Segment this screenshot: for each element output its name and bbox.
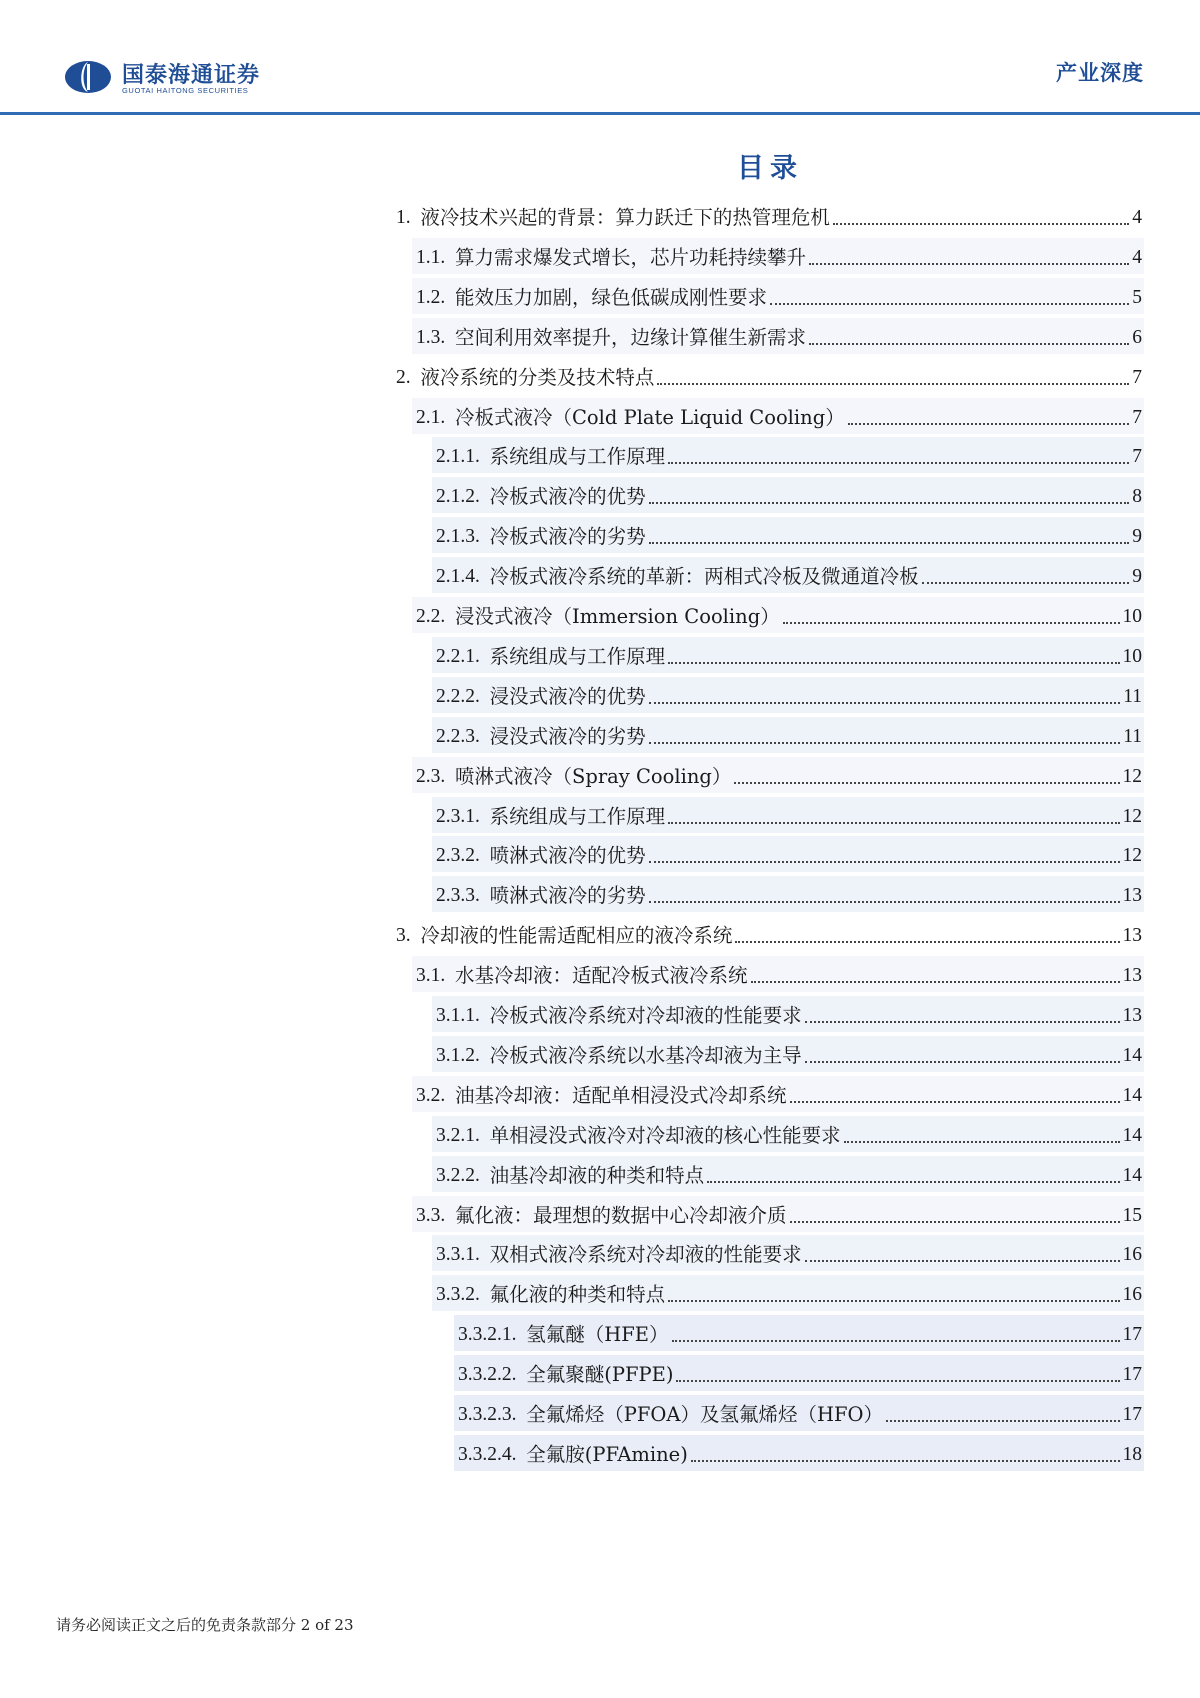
brand-logo-icon bbox=[64, 59, 112, 95]
toc-entry[interactable] bbox=[454, 1435, 1144, 1471]
toc-entry-page: 7 bbox=[1132, 366, 1142, 388]
toc-entry-page: 17 bbox=[1122, 1404, 1142, 1425]
toc-title: 目录 bbox=[737, 153, 803, 184]
toc-entry-number: 2.3. bbox=[416, 765, 446, 787]
toc-entry-page: 10 bbox=[1122, 645, 1142, 667]
toc-entry-page: 9 bbox=[1132, 526, 1142, 548]
toc-entry[interactable] bbox=[412, 318, 1144, 354]
toc-entry-number: 3.1.1. bbox=[436, 1005, 480, 1026]
toc-entry-title: 油基冷却液的种类和特点 bbox=[489, 1163, 705, 1187]
toc-dot-leader bbox=[649, 742, 1121, 744]
toc-entry[interactable] bbox=[432, 1116, 1144, 1152]
brand-name-cn: 国泰海通证券 bbox=[122, 63, 261, 88]
toc-entry-page: 5 bbox=[1132, 286, 1142, 308]
toc-entry-number: 3.3.2. bbox=[436, 1284, 480, 1306]
toc-dot-leader bbox=[657, 383, 1129, 385]
toc-dot-leader bbox=[676, 1380, 1119, 1382]
toc-entry[interactable] bbox=[432, 876, 1144, 912]
toc-entry[interactable] bbox=[412, 1196, 1144, 1232]
toc-entry[interactable] bbox=[432, 637, 1144, 673]
toc-entry-number: 3.3.2.2. bbox=[458, 1364, 517, 1386]
toc-entry[interactable] bbox=[432, 517, 1144, 553]
toc-entry-title: 水基冷却液：适配冷板式液冷系统 bbox=[455, 964, 748, 988]
toc-entry-page: 18 bbox=[1122, 1443, 1142, 1465]
toc-entry-title: 系统组成与工作原理 bbox=[489, 445, 666, 469]
toc-dot-leader bbox=[805, 1021, 1120, 1023]
toc-entry-number: 2.1.1. bbox=[436, 446, 480, 468]
toc-entry-number: 2.1.4. bbox=[436, 566, 480, 588]
toc-entry-title: 喷淋式液冷的劣势 bbox=[489, 884, 646, 908]
toc-entry[interactable] bbox=[432, 1036, 1144, 1072]
toc-entry-title: 算力需求爆发式增长，芯片功耗持续攀升 bbox=[455, 245, 807, 269]
toc-dot-leader bbox=[844, 1141, 1120, 1143]
toc-entry-number: 2.2.1. bbox=[436, 645, 480, 667]
toc-entry-page: 13 bbox=[1122, 965, 1142, 987]
toc-entry[interactable] bbox=[412, 757, 1144, 793]
toc-entry-title: 能效压力加剧，绿色低碳成刚性要求 bbox=[455, 285, 768, 309]
toc-entry-page: 13 bbox=[1122, 925, 1142, 947]
toc-dot-leader bbox=[668, 822, 1119, 824]
toc-dot-leader bbox=[672, 1340, 1120, 1342]
toc-entry-number: 2.1. bbox=[416, 406, 446, 428]
toc-entry[interactable] bbox=[412, 1076, 1144, 1112]
toc-entry[interactable] bbox=[432, 1235, 1144, 1271]
toc-entry[interactable] bbox=[432, 1156, 1144, 1192]
toc-entry-page: 6 bbox=[1132, 326, 1142, 348]
toc-entry-page: 10 bbox=[1122, 606, 1142, 627]
page-footer: 请务必阅读正文之后的免责条款部分 2 of 23 bbox=[56, 1616, 354, 1634]
toc-entry[interactable] bbox=[412, 278, 1144, 314]
toc-entry-title: 系统组成与工作原理 bbox=[489, 804, 666, 828]
toc-entry-number: 2.2.2. bbox=[436, 685, 480, 707]
toc-entry-title: 浸没式液冷的优势 bbox=[489, 684, 646, 708]
toc-entry-title: 液冷系统的分类及技术特点 bbox=[420, 365, 655, 389]
toc-entry-page: 15 bbox=[1122, 1204, 1142, 1226]
toc-entry-title: 氢氟醚（HFE） bbox=[526, 1323, 669, 1347]
toc-entry-number: 2. bbox=[396, 366, 411, 388]
toc-entry-title: 液冷技术兴起的背景：算力跃迁下的热管理危机 bbox=[420, 206, 830, 229]
toc-entry[interactable] bbox=[432, 557, 1144, 593]
toc-entry[interactable] bbox=[412, 956, 1144, 992]
toc-entry[interactable] bbox=[392, 198, 1144, 234]
toc-entry-number: 2.3.2. bbox=[436, 845, 480, 867]
toc-entry[interactable] bbox=[454, 1315, 1144, 1351]
toc-entry-title: 双相式液冷系统对冷却液的性能要求 bbox=[489, 1243, 802, 1267]
toc-dot-leader bbox=[790, 1221, 1120, 1223]
toc-entry-title: 浸没式液冷的劣势 bbox=[489, 724, 646, 748]
toc-entry-number: 3.3.2.3. bbox=[458, 1404, 517, 1425]
toc-dot-leader bbox=[809, 343, 1129, 345]
toc-dot-leader bbox=[649, 502, 1130, 504]
brand-logo bbox=[64, 56, 324, 98]
toc-entry[interactable] bbox=[432, 477, 1144, 513]
toc-entry-number: 3.3.2.1. bbox=[458, 1324, 517, 1346]
header-divider bbox=[0, 112, 1200, 115]
toc-entry-number: 2.1.2. bbox=[436, 486, 480, 508]
toc-entry-page: 16 bbox=[1122, 1244, 1142, 1266]
toc-entry-page: 9 bbox=[1132, 566, 1142, 588]
toc-entry-page: 14 bbox=[1122, 1164, 1142, 1186]
toc-entry[interactable] bbox=[432, 996, 1144, 1032]
toc-dot-leader bbox=[809, 263, 1129, 265]
toc-entry-page: 4 bbox=[1132, 207, 1142, 228]
toc-entry[interactable] bbox=[412, 238, 1144, 274]
toc-entry-page: 7 bbox=[1132, 446, 1142, 468]
toc-dot-leader bbox=[734, 782, 1119, 784]
toc-entry[interactable] bbox=[392, 916, 1144, 952]
toc-entry-number: 3.1. bbox=[416, 965, 446, 987]
toc-entry-number: 2.2.3. bbox=[436, 725, 480, 747]
toc-dot-leader bbox=[848, 423, 1130, 425]
toc-entry-page: 13 bbox=[1122, 885, 1142, 907]
toc-entry-page: 11 bbox=[1123, 685, 1142, 707]
toc-dot-leader bbox=[649, 542, 1130, 544]
toc-entry-title: 空间利用效率提升，边缘计算催生新需求 bbox=[455, 325, 807, 349]
toc-entry[interactable] bbox=[412, 398, 1144, 434]
toc-dot-leader bbox=[668, 1300, 1119, 1302]
toc-entry[interactable] bbox=[392, 358, 1144, 394]
toc-dot-leader bbox=[751, 981, 1120, 983]
toc-entry[interactable] bbox=[412, 597, 1144, 633]
toc-entry-title: 冷板式液冷系统的革新：两相式冷板及微通道冷板 bbox=[489, 565, 919, 589]
toc-entry-title: 氟化液：最理想的数据中心冷却液介质 bbox=[455, 1203, 787, 1227]
toc-entry-page: 14 bbox=[1122, 1124, 1142, 1146]
toc-entry-page: 12 bbox=[1122, 845, 1142, 867]
toc-entry-number: 2.2. bbox=[416, 606, 446, 627]
toc-entry-number: 2.3.3. bbox=[436, 885, 480, 907]
toc-entry-number: 3. bbox=[396, 925, 411, 947]
toc-entry-title: 冷板式液冷的优势 bbox=[489, 485, 646, 509]
toc-dot-leader bbox=[649, 702, 1121, 704]
toc-dot-leader bbox=[770, 303, 1129, 305]
toc-entry-title: 油基冷却液：适配单相浸没式冷却系统 bbox=[455, 1083, 787, 1107]
toc-dot-leader bbox=[833, 223, 1129, 225]
toc-entry-title: 全氟胺(PFAmine) bbox=[526, 1442, 688, 1466]
toc-dot-leader bbox=[649, 861, 1120, 863]
toc-entry-title: 单相浸没式液冷对冷却液的核心性能要求 bbox=[489, 1123, 841, 1147]
toc-entry-page: 14 bbox=[1122, 1084, 1142, 1106]
toc-entry[interactable] bbox=[454, 1355, 1144, 1391]
toc-dot-leader bbox=[805, 1061, 1120, 1063]
toc-entry-number: 3.2.2. bbox=[436, 1164, 480, 1186]
toc-entry-number: 3.3.2.4. bbox=[458, 1443, 517, 1465]
report-type-label: 产业深度 bbox=[1056, 61, 1144, 85]
toc-entry[interactable] bbox=[432, 717, 1144, 753]
brand-name-en: GUOTAI HAITONG SECURITIES bbox=[122, 86, 249, 95]
toc-dot-leader bbox=[922, 582, 1130, 584]
toc-entry-number: 3.3. bbox=[416, 1204, 446, 1226]
toc-entry-title: 冷板式液冷系统对冷却液的性能要求 bbox=[489, 1004, 802, 1027]
toc-dot-leader bbox=[886, 1420, 1120, 1422]
toc-entry-page: 12 bbox=[1122, 805, 1142, 827]
toc-entry-page: 12 bbox=[1122, 765, 1142, 787]
toc-entry-number: 1.1. bbox=[416, 246, 446, 268]
toc-entry-page: 14 bbox=[1122, 1044, 1142, 1066]
toc-entry-page: 16 bbox=[1122, 1284, 1142, 1306]
toc-entry[interactable] bbox=[432, 1275, 1144, 1311]
toc-entry-number: 3.1.2. bbox=[436, 1044, 480, 1066]
toc-dot-leader bbox=[735, 941, 1119, 943]
toc-entry-page: 17 bbox=[1122, 1324, 1142, 1346]
toc-entry-number: 3.2. bbox=[416, 1084, 446, 1106]
toc-entry-number: 3.2.1. bbox=[436, 1124, 480, 1146]
toc-entry-title: 喷淋式液冷（Spray Cooling） bbox=[455, 764, 732, 788]
toc-dot-leader bbox=[668, 662, 1119, 664]
toc-dot-leader bbox=[707, 1181, 1119, 1183]
toc-entry[interactable] bbox=[432, 677, 1144, 713]
toc-entry-title: 冷却液的性能需适配相应的液冷系统 bbox=[420, 924, 733, 948]
toc-entry-number: 2.1.3. bbox=[436, 526, 480, 548]
toc-entry-number: 2.3.1. bbox=[436, 805, 480, 827]
toc-dot-leader bbox=[649, 901, 1120, 903]
toc-entry-page: 11 bbox=[1123, 725, 1142, 747]
toc-entry-title: 全氟烯烃（PFOA）及氢氟烯烃（HFO） bbox=[526, 1403, 883, 1426]
toc-entry-title: 系统组成与工作原理 bbox=[489, 644, 666, 668]
page-header bbox=[0, 0, 1200, 118]
toc-entry-number: 1. bbox=[396, 207, 411, 228]
toc-entry-title: 喷淋式液冷的优势 bbox=[489, 844, 646, 868]
toc-entry-page: 17 bbox=[1122, 1364, 1142, 1386]
toc-entry-title: 冷板式液冷的劣势 bbox=[489, 525, 646, 549]
toc-entry-title: 全氟聚醚(PFPE) bbox=[526, 1363, 674, 1387]
toc-entry[interactable] bbox=[454, 1395, 1144, 1431]
toc-entry-page: 4 bbox=[1132, 246, 1142, 268]
toc-entry-number: 1.3. bbox=[416, 326, 446, 348]
toc-entry-page: 7 bbox=[1132, 406, 1142, 428]
toc-entry-title: 冷板式液冷（Cold Plate Liquid Cooling） bbox=[455, 405, 845, 429]
toc-entry-title: 浸没式液冷（Immersion Cooling） bbox=[455, 605, 780, 628]
toc-dot-leader bbox=[805, 1260, 1120, 1262]
toc-dot-leader bbox=[691, 1460, 1120, 1462]
toc-entry-page: 13 bbox=[1122, 1005, 1142, 1026]
toc-entry-page: 8 bbox=[1132, 486, 1142, 508]
toc-entry-title: 冷板式液冷系统以水基冷却液为主导 bbox=[489, 1043, 802, 1067]
toc-dot-leader bbox=[790, 1101, 1120, 1103]
toc-dot-leader bbox=[668, 462, 1129, 464]
toc-entry[interactable] bbox=[432, 797, 1144, 833]
toc-entry[interactable] bbox=[432, 836, 1144, 872]
toc-dot-leader bbox=[783, 622, 1120, 624]
toc-entry-number: 1.2. bbox=[416, 286, 446, 308]
toc-entry-title: 氟化液的种类和特点 bbox=[489, 1283, 666, 1307]
toc-entry-number: 3.3.1. bbox=[436, 1244, 480, 1266]
toc-entry[interactable] bbox=[432, 437, 1144, 473]
